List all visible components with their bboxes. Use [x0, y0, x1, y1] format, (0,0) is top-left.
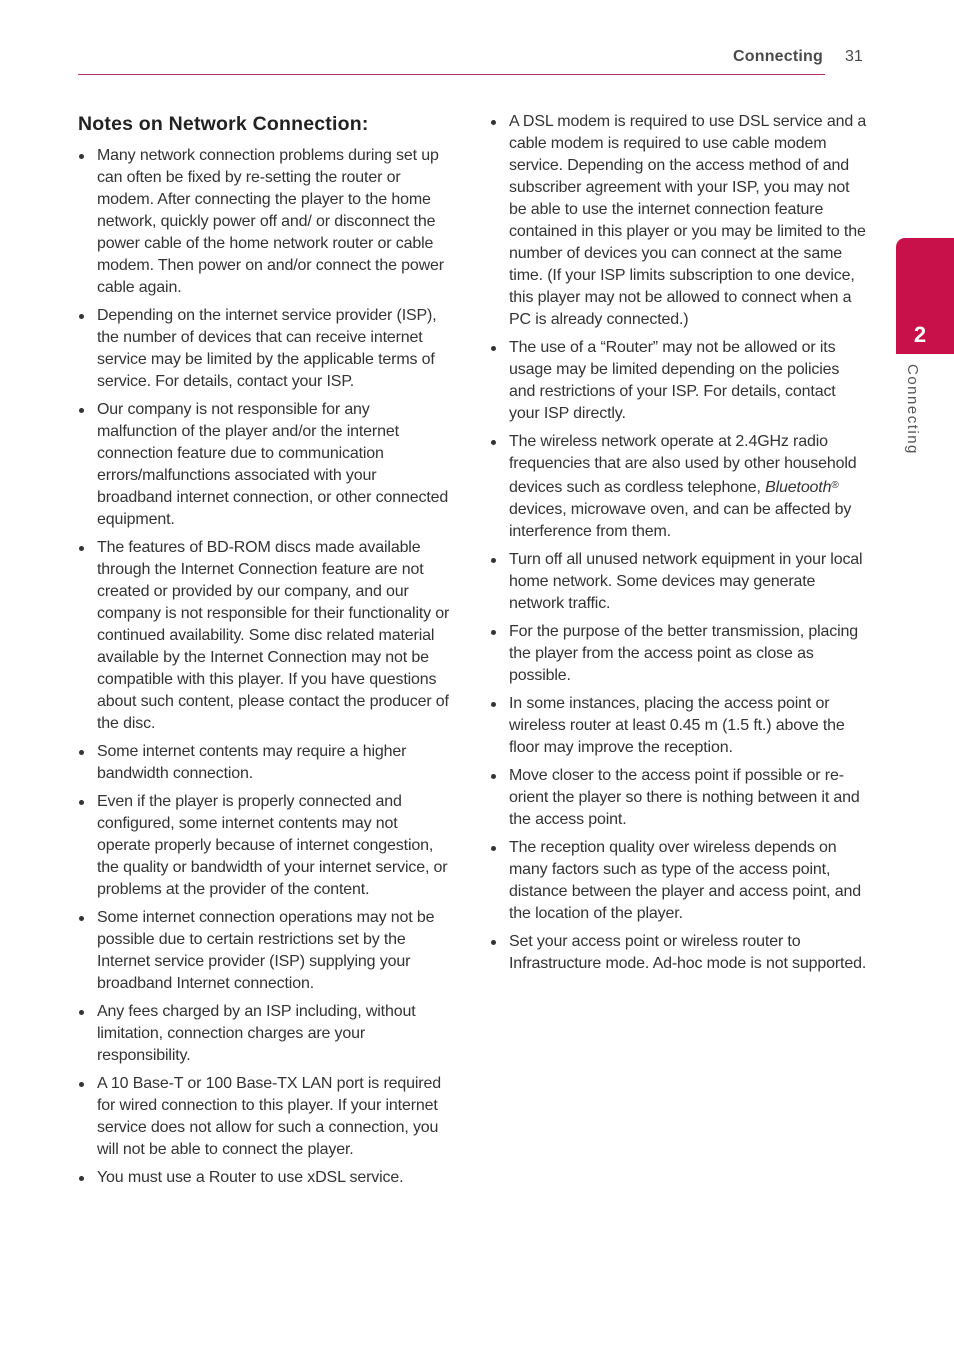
list-item: [490, 549, 868, 615]
bullet-icon: [491, 846, 496, 851]
bluetooth-trademark: Bluetooth: [765, 479, 832, 496]
list-item-text: In some instances, placing the access point or wireless router at least 0.45 m (1.5 ft.) above the floor may improve the reception.: [509, 695, 845, 756]
list-item-text: Some internet contents may require a higher bandwidth connection.: [97, 743, 407, 782]
list-item-text: Our company is not responsible for any malfunction of the player and/or the internet connection feature due to communication errors/malfunctions associated with your broadband internet connection, or other connected equipment.: [97, 401, 449, 528]
bullet-icon: [491, 120, 496, 125]
bullet-icon: [491, 440, 496, 445]
bullet-icon: [79, 800, 84, 805]
list-item: [78, 537, 453, 735]
list-item-text: You must use a Router to use xDSL service.: [97, 1169, 404, 1186]
header-divider: [78, 74, 825, 75]
list-item-text-part: devices, microwave oven, and can be affected by interference from them.: [509, 501, 852, 540]
list-item: [78, 741, 453, 785]
list-item-text: The features of BD-ROM discs made available through the Internet Connection feature are not created or provided by our company, and our company is not responsible for their functionality or continued availability. Some disc related material available by the Internet Connection may not be compatible with this player. If you have questions about such content, please contact the producer of the disc.: [97, 539, 450, 732]
bullet-icon: [79, 314, 84, 319]
bullet-icon: [79, 916, 84, 921]
list-item-text: Move closer to the access point if possible or re-orient the player so there is nothing between it and the access point.: [509, 767, 860, 828]
list-item-text: Many network connection problems during set up can often be fixed by re-setting the router or modem. After connecting the player to the home network, quickly power off and/ or disconnect the power cable of the home network router or cable modem. Then power on and/or connect the power cable again.: [97, 147, 444, 296]
list-item: [490, 765, 868, 831]
bullet-icon: [491, 346, 496, 351]
list-item: [490, 621, 868, 687]
bullet-icon: [491, 702, 496, 707]
notes-list-right: [490, 111, 868, 981]
list-item-text: The use of a “Router” may not be allowed or its usage may be limited depending on the policies and restrictions of your ISP. For details, contact your ISP directly.: [509, 339, 840, 422]
list-item: [78, 1001, 453, 1067]
bullet-icon: [491, 940, 496, 945]
chapter-tab-label: Connecting: [904, 364, 921, 455]
list-item: [78, 791, 453, 901]
bullet-icon: [79, 750, 84, 755]
bullet-icon: [491, 630, 496, 635]
list-item-text: Some internet connection operations may not be possible due to certain restrictions set by the Internet service provider (ISP) supplying your broadband Internet connection.: [97, 909, 435, 992]
bullet-icon: [79, 1010, 84, 1015]
registered-mark: ®: [831, 480, 839, 491]
page-number: 31: [845, 48, 863, 65]
list-item: [78, 305, 453, 393]
list-item: [78, 399, 453, 531]
bullet-icon: [79, 154, 84, 159]
bullet-icon: [491, 774, 496, 779]
list-item-text: Any fees charged by an ISP including, without limitation, connection charges are your responsibility.: [97, 1003, 416, 1064]
list-item: [78, 1073, 453, 1161]
bullet-icon: [79, 546, 84, 551]
list-item-text: Set your access point or wireless router to Infrastructure mode. Ad-hoc mode is not supported.: [509, 933, 867, 972]
list-item: [490, 693, 868, 759]
list-item: [490, 931, 868, 975]
list-item: [78, 907, 453, 995]
list-item-text: Turn off all unused network equipment in your local home network. Some devices may generate network traffic.: [509, 551, 863, 612]
list-item: [490, 837, 868, 925]
list-item-text: Depending on the internet service provider (ISP), the number of devices that can receive internet service may be limited by the applicable terms of service. For details, contact your ISP.: [97, 307, 437, 390]
list-item: [490, 337, 868, 425]
list-item-text: A 10 Base-T or 100 Base-TX LAN port is required for wired connection to this player. If your internet service does not allow for such a connection, you will not be able to connect the player.: [97, 1075, 441, 1158]
list-item-text: A DSL modem is required to use DSL service and a cable modem is required to use cable modem service. Depending on the access method of and subscriber agreement with your ISP, you may not be able to use the internet connection feature contained in this player or you may be limited to the number of devices you can connect at the same time. (If your ISP limits subscription to one device, this player may not be allowed to connect when a PC is already connected.): [509, 113, 867, 328]
list-item: [490, 111, 868, 331]
bullet-icon: [79, 408, 84, 413]
bullet-icon: [79, 1176, 84, 1181]
chapter-number: 2: [913, 322, 927, 347]
list-item: [78, 145, 453, 299]
bullet-icon: [79, 1082, 84, 1087]
section-heading: Notes on Network Connection:: [78, 113, 369, 135]
list-item: [78, 1167, 453, 1189]
list-item-text: Even if the player is properly connected and configured, some internet contents may not operate properly because of internet congestion, the quality or bandwidth of your internet service, or problems at the provider of the content.: [97, 793, 448, 898]
list-item-text: The reception quality over wireless depends on many factors such as type of the access point, distance between the player and access point, and the location of the player.: [509, 839, 862, 922]
running-header-section: Connecting: [733, 48, 823, 65]
list-item-text: [509, 433, 857, 540]
list-item-text: For the purpose of the better transmission, placing the player from the access point as close as possible.: [509, 623, 858, 684]
list-item-text-part: The wireless network operate at 2.4GHz radio frequencies that are also used by other household devices such as cordless telephone,: [509, 433, 857, 496]
bullet-icon: [491, 558, 496, 563]
notes-list-left: [78, 145, 453, 1195]
list-item: [490, 431, 868, 543]
